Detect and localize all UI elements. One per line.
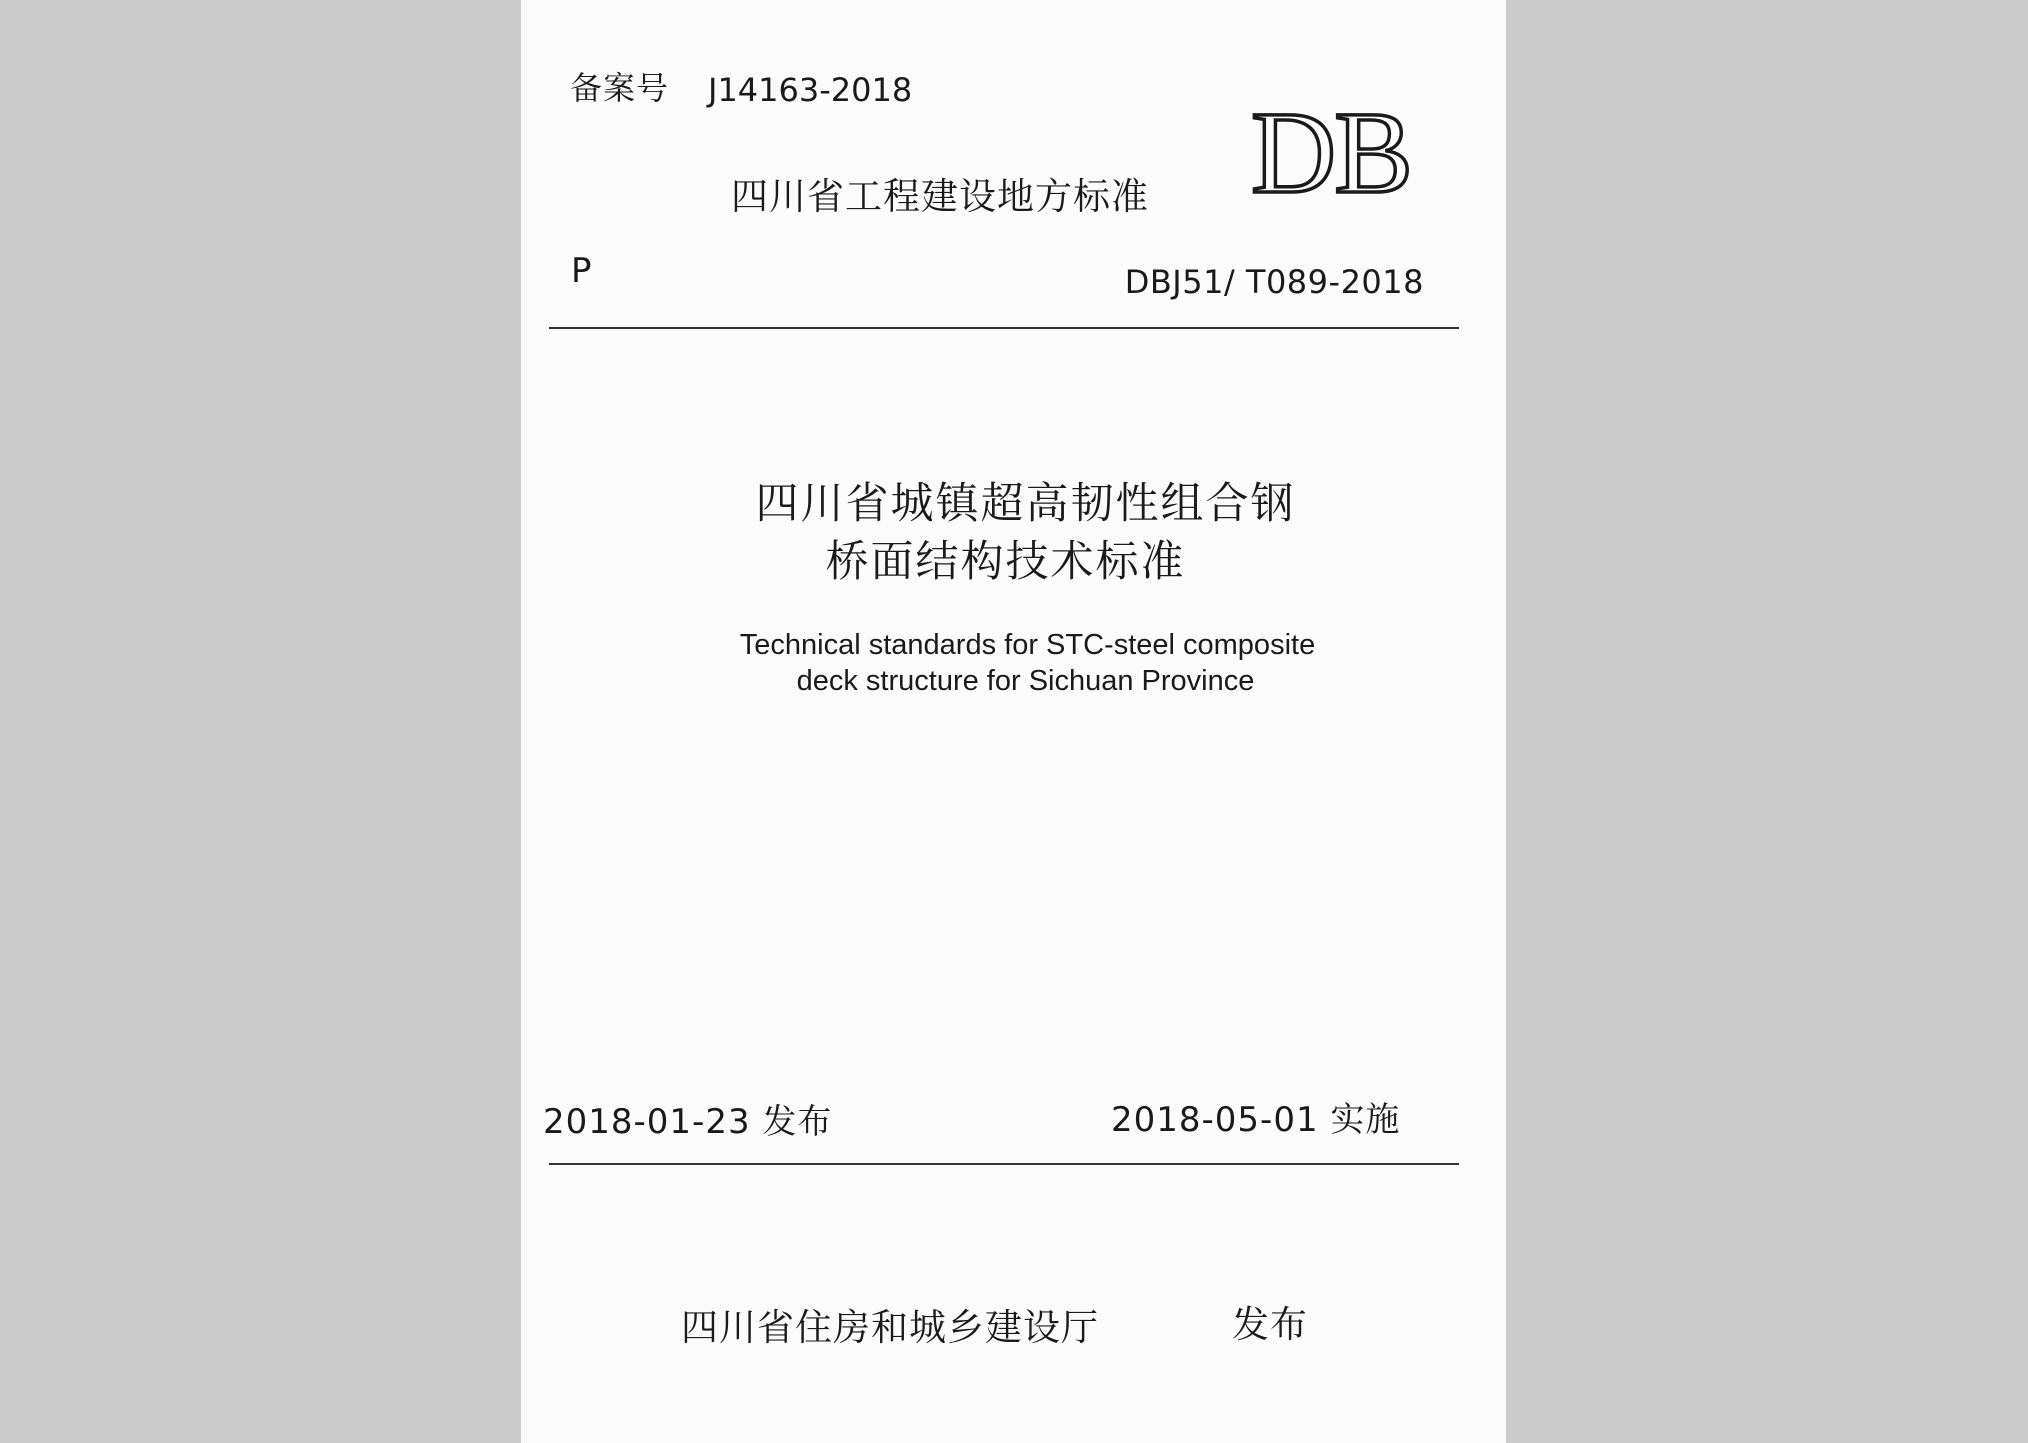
title-en-line-2: deck structure for Sichuan Province bbox=[796, 665, 1255, 697]
standard-code: DBJ51/ T089-2018 bbox=[1124, 263, 1424, 301]
classification-code: P bbox=[571, 251, 592, 291]
title-cn-line-1: 四川省城镇超高韧性组合钢 bbox=[755, 479, 1296, 529]
publisher: 四川省住房和城乡建设厅 bbox=[681, 1306, 1099, 1349]
bottom-divider bbox=[549, 1163, 1459, 1165]
publish-label: 发布 bbox=[1232, 1303, 1308, 1346]
cover-page bbox=[521, 0, 1506, 1443]
db-logo bbox=[1226, 95, 1436, 205]
standard-category: 四川省工程建设地方标准 bbox=[731, 175, 1149, 218]
effective-date: 2018-05-01 实施 bbox=[1111, 1100, 1401, 1140]
record-number: J14163-2018 bbox=[708, 71, 913, 109]
title-cn-line-2: 桥面结构技术标准 bbox=[825, 537, 1186, 587]
top-divider bbox=[549, 327, 1459, 329]
issue-date: 2018-01-23 发布 bbox=[543, 1102, 833, 1142]
record-label: 备案号 bbox=[570, 69, 670, 107]
db-logo-text: DB bbox=[1251, 95, 1411, 205]
title-en-line-1: Technical standards for STC-steel composite bbox=[739, 629, 1316, 661]
